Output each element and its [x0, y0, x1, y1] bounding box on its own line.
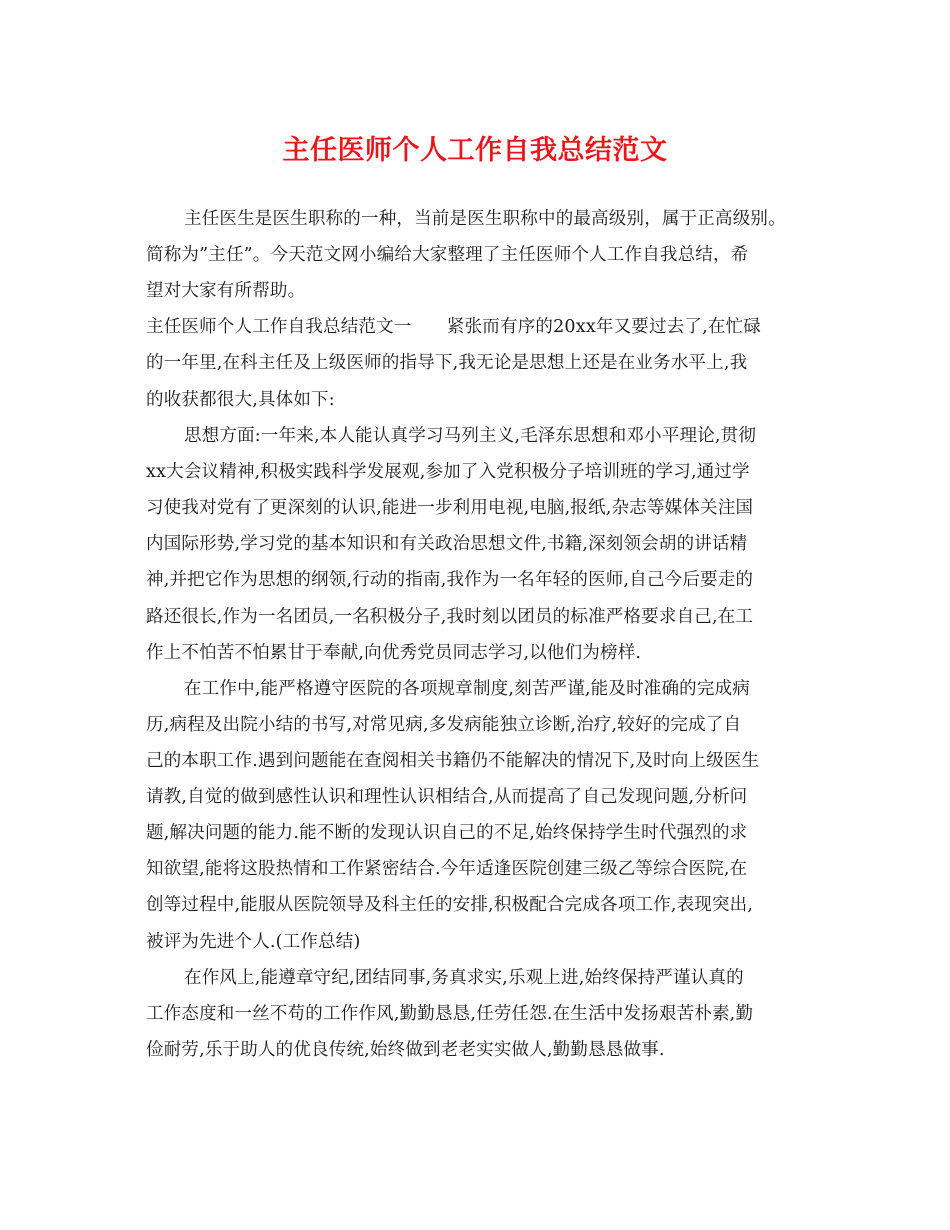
document-title: 主任医师个人工作自我总结范文	[282, 135, 668, 166]
thought-line-4: 内国际形势,学习党的基本知识和有关政治思想文件,书籍,深刻领会胡的讲话精	[146, 534, 748, 554]
thought-line-2: xx大会议精神,积极实践科学发展观,参加了入党积极分子培训班的学习,通过学	[146, 462, 750, 482]
work-line-8: 被评为先进个人.(工作总结)	[146, 932, 361, 952]
work-line-7: 创等过程中,能服从医院领导及科主任的安排,积极配合完成各项工作,表现突出,	[146, 895, 754, 915]
work-line-1: 在工作中,能严格遵守医院的各项规章制度,刻苦严谨,能及时准确的完成病	[184, 679, 750, 699]
thought-line-7: 作上不怕苦不怕累甘于奉献,向优秀党员同志学习,以他们为榜样.	[146, 643, 642, 663]
intro-line-1: 主任医生是医生职称的一种，当前是医生职称中的最高级别，属于正高级别。	[184, 209, 786, 229]
work-line-2: 历,病程及出院小结的书写,对常见病,多发病能独立诊断,治疗,较好的完成了自	[146, 715, 742, 735]
work-line-3: 己的本职工作.遇到问题能在查阅相关书籍仍不能解决的情况下,及时向上级医生	[146, 751, 760, 771]
section-line-3: 的收获都很大,具体如下:	[146, 390, 335, 410]
style-line-2: 工作态度和一丝不苟的工作作风,勤勤恳恳,任劳任怨.在生活中发扬艰苦朴素,勤	[146, 1004, 754, 1024]
section-line-1: 主任医师个人工作自我总结范文一 紧张而有序的20xx年又要过去了,在忙碌	[146, 317, 761, 337]
style-line-3: 俭耐劳,乐于助人的优良传统,始终做到老老实实做人,勤勤恳恳做事.	[146, 1040, 665, 1060]
work-line-4: 请教,自觉的做到感性认识和理性认识相结合,从而提高了自己发现问题,分析问	[146, 787, 748, 807]
work-line-5: 题,解决问题的能力.能不断的发现认识自己的不足,始终保持学生时代强烈的求	[146, 823, 748, 843]
thought-line-6: 路还很长,作为一名团员,一名积极分子,我时刻以团员的标准严格要求自己,在工	[146, 607, 754, 627]
work-line-6: 知欲望,能将这股热情和工作紧密结合.今年适逢医院创建三级乙等综合医院,在	[146, 859, 748, 879]
intro-line-2: 简称为”主任”。今天范文网小编给大家整理了主任医师个人工作自我总结，希	[146, 245, 749, 265]
thought-line-1: 思想方面:一年来,本人能认真学习马列主义,毛泽东思想和邓小平理论,贯彻	[184, 426, 757, 446]
thought-line-5: 神,并把它作为思想的纲领,行动的指南,我作为一名年轻的医师,自己今后要走的	[146, 570, 754, 590]
style-line-1: 在作风上,能遵章守纪,团结同事,务真求实,乐观上进,始终保持严谨认真的	[184, 968, 744, 988]
thought-line-3: 习使我对党有了更深刻的认识,能进一步利用电视,电脑,报纸,杂志等媒体关注国	[146, 498, 754, 518]
intro-line-3: 望对大家有所帮助。	[146, 281, 306, 301]
section-line-2: 的一年里,在科主任及上级医师的指导下,我无论是思想上还是在业务水平上,我	[146, 353, 748, 373]
